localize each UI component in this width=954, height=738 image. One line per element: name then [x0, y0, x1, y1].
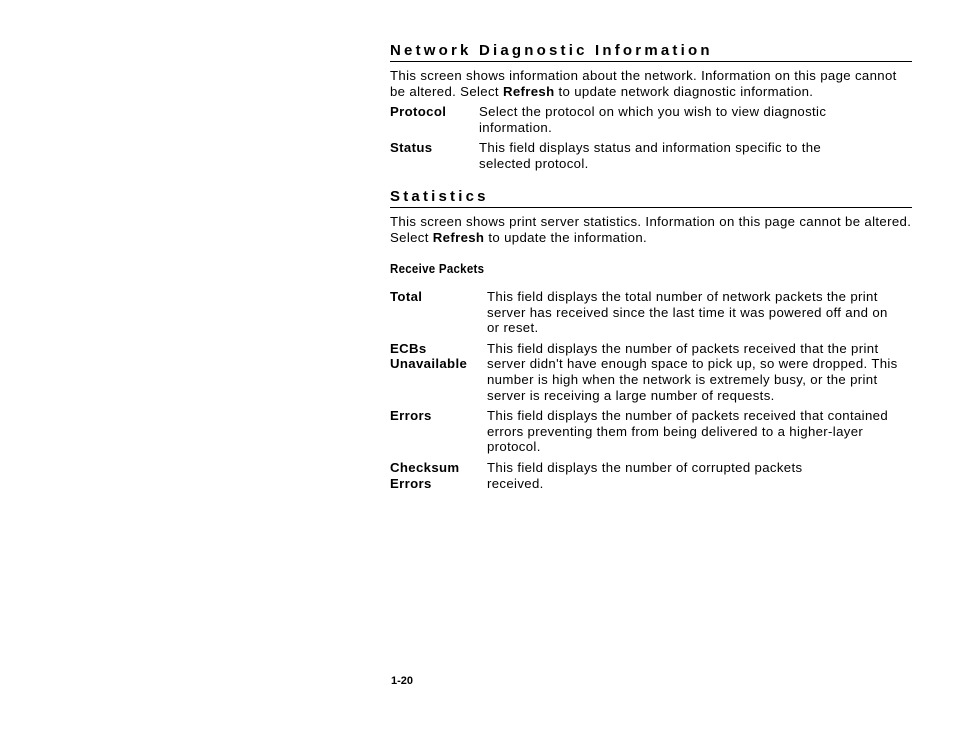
- receive-packets-definitions: [390, 289, 912, 491]
- term-ecbs-line1: ECBs: [390, 340, 427, 356]
- refresh-keyword: Refresh: [432, 229, 485, 245]
- desc-checksum-errors: This field displays the number of corrupted packets received.: [487, 459, 803, 491]
- network-diagnostic-definitions: [390, 104, 912, 171]
- term-ecbs-unavailable: [390, 341, 487, 403]
- desc-ecbs-unavailable: This field displays the number of packets received that the print server didn't have enough space to pick up, so were dropped. This number is high when the network is extremely busy, or the print server is receiving a large number of requests.: [487, 340, 898, 403]
- network-diagnostic-intro: This screen shows information about the network. Information on this page cannot be altered. Select Refresh to update network diagnostic information.: [390, 68, 897, 99]
- section-heading-network-diagnostic: Network Diagnostic Information: [390, 42, 912, 62]
- term-checksum-errors: [390, 460, 487, 491]
- page-number: 1-20: [391, 675, 414, 687]
- term-checksum-line2: Errors: [390, 475, 432, 491]
- definition-total: [390, 289, 912, 336]
- section-heading-statistics: Statistics: [390, 188, 912, 208]
- term-ecbs-line2: Unavailable: [390, 356, 468, 372]
- definition-protocol: [390, 104, 912, 135]
- definition-checksum-errors: [390, 460, 912, 491]
- definition-errors: [390, 408, 912, 455]
- desc-protocol: Select the protocol on which you wish to view diagnostic information.: [479, 104, 827, 135]
- term-checksum-line1: Checksum: [390, 459, 460, 475]
- subheading-receive-packets: Receive Packets: [390, 262, 485, 276]
- definition-status: [390, 140, 912, 171]
- term-status: Status: [390, 140, 433, 156]
- term-total: Total: [390, 289, 423, 304]
- term-protocol: Protocol: [390, 104, 447, 119]
- refresh-keyword: Refresh: [502, 83, 555, 99]
- statistics-intro: This screen shows print server statistics. Information on this page cannot be altered. Select Refresh to update the information.: [390, 214, 912, 245]
- desc-errors: This field displays the number of packets received that contained errors preventing them from being delivered to a higher-layer protocol.: [487, 408, 889, 455]
- desc-status: This field displays status and information specific to the selected protocol.: [479, 140, 822, 171]
- term-errors: Errors: [390, 408, 432, 424]
- desc-total: This field displays the total number of network packets the print server has received since the last time it was powered off and on or reset.: [487, 289, 888, 336]
- definition-ecbs-unavailable: [390, 341, 912, 403]
